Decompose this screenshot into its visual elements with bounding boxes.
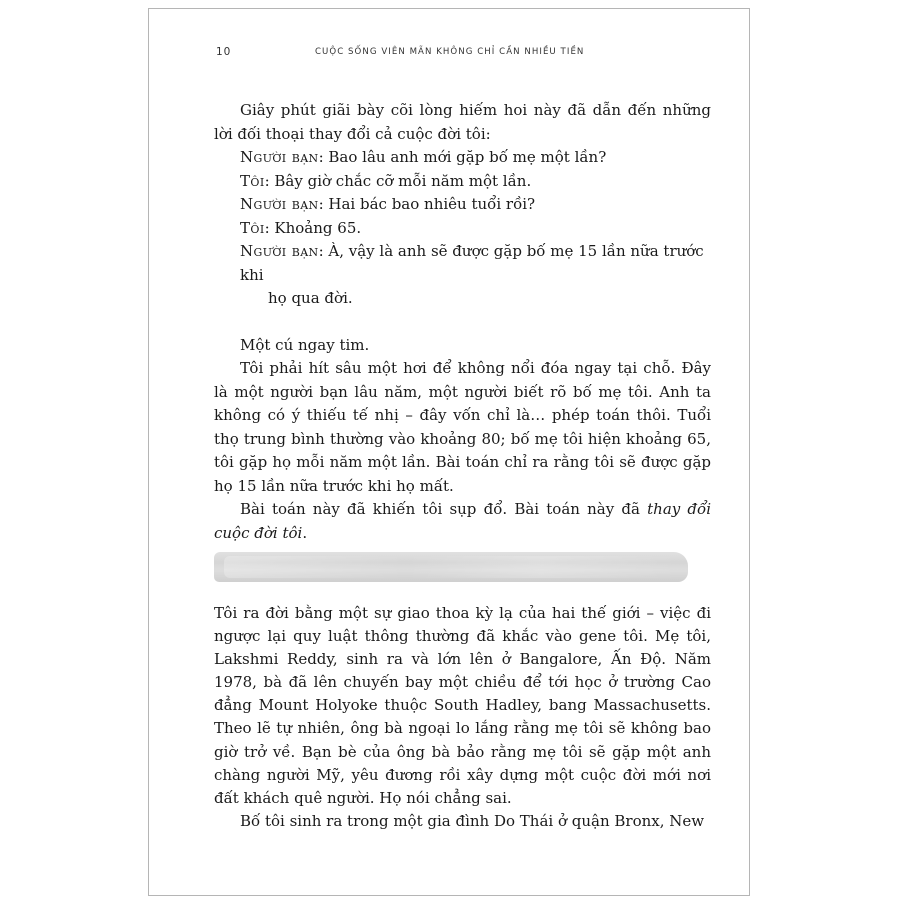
section-2 [214,602,711,833]
intro-paragraph: Giây phút giãi bày cõi lòng hiếm hoi này đã dẫn đến những lời đối thoại thay đổi cả cuộc đời tôi: [214,101,711,143]
speaker-label: Người bạn [240,242,319,260]
paragraph: Bố tôi sinh ra trong một gia đình Do Thái ở quận Bronx, New [240,811,705,830]
dialogue-text: : Bây giờ chắc cỡ mỗi năm một lần. [264,171,532,190]
page-number: 10 [216,46,232,58]
paragraph [214,498,711,545]
speaker-label: Tôi [240,218,265,237]
dialogue-line [214,240,711,311]
dialogue-text: : Khoảng 65. [264,218,362,237]
brush-stroke-divider [214,552,688,582]
paragraph-end: . [302,523,308,542]
section-1 [214,99,711,545]
dialogue-text: : À, vậy là anh sẽ được gặp bố mẹ 15 lần nữa trước khi [240,242,704,284]
dialogue-list [214,146,711,311]
dialogue-text: : Hai bác bao nhiêu tuổi rồi? [318,195,536,213]
speaker-label: Tôi [240,171,265,190]
dialogue-line [214,217,711,241]
italic-emphasis: thay đổi cuộc đời tôi [214,500,711,542]
speaker-label: Người bạn [240,195,319,213]
dialogue-text: : Bao lâu anh mới gặp bố mẹ một lần? [318,148,607,166]
paragraph: Một cú ngay tim. [240,335,370,354]
speaker-label: Người bạn [240,148,319,166]
dialogue-line [214,170,711,194]
paragraph-text: Bài toán này đã khiến tôi sụp đổ. Bài toán này đã [240,500,648,518]
dialogue-line [214,193,711,217]
running-title: CUỘC SỐNG VIÊN MÃN KHÔNG CHỈ CẦN NHIỀU TIỀN [315,47,585,57]
paragraph: Tôi ra đời bằng một sự giao thoa kỳ lạ của hai thế giới – việc đi ngược lại quy luật thông thường đã khắc vào gene tôi. Mẹ tôi, Lakshmi Reddy, sinh ra và lớn lên ở Bangalore, Ấn Độ. Năm 1978, bà đã lên chuyến bay một chiều để tới học ở trường Cao đẳng Mount Holyoke thuộc South Hadley, bang Massachusetts. Theo lẽ tự nhiên, ông bà ngoại lo lắng rằng mẹ tôi sẽ không bao giờ trở về. Bạn bè của ông bà bảo rằng mẹ tôi sẽ gặp một anh chàng người Mỹ, yêu đương rồi xây dựng một cuộc đời mới nơi đất khách quê người. Họ nói chẳng sai. [214,604,711,807]
dialogue-continuation: họ qua đời. [268,289,353,307]
paragraph: Tôi phải hít sâu một hơi để không nổi đóa ngay tại chỗ. Đây là một người bạn lâu năm, một người biết rõ bố mẹ tôi. Anh ta không có ý thiếu tế nhị – đây vốn chỉ là… phép toán thôi. Tuổi thọ trung bình thường vào khoảng 80; bố mẹ tôi hiện khoảng 65, tôi gặp họ mỗi năm một lần. Bài toán chỉ ra rằng tôi sẽ được gặp họ 15 lần nữa trước khi họ mất. [214,359,711,495]
dialogue-line [214,146,711,170]
